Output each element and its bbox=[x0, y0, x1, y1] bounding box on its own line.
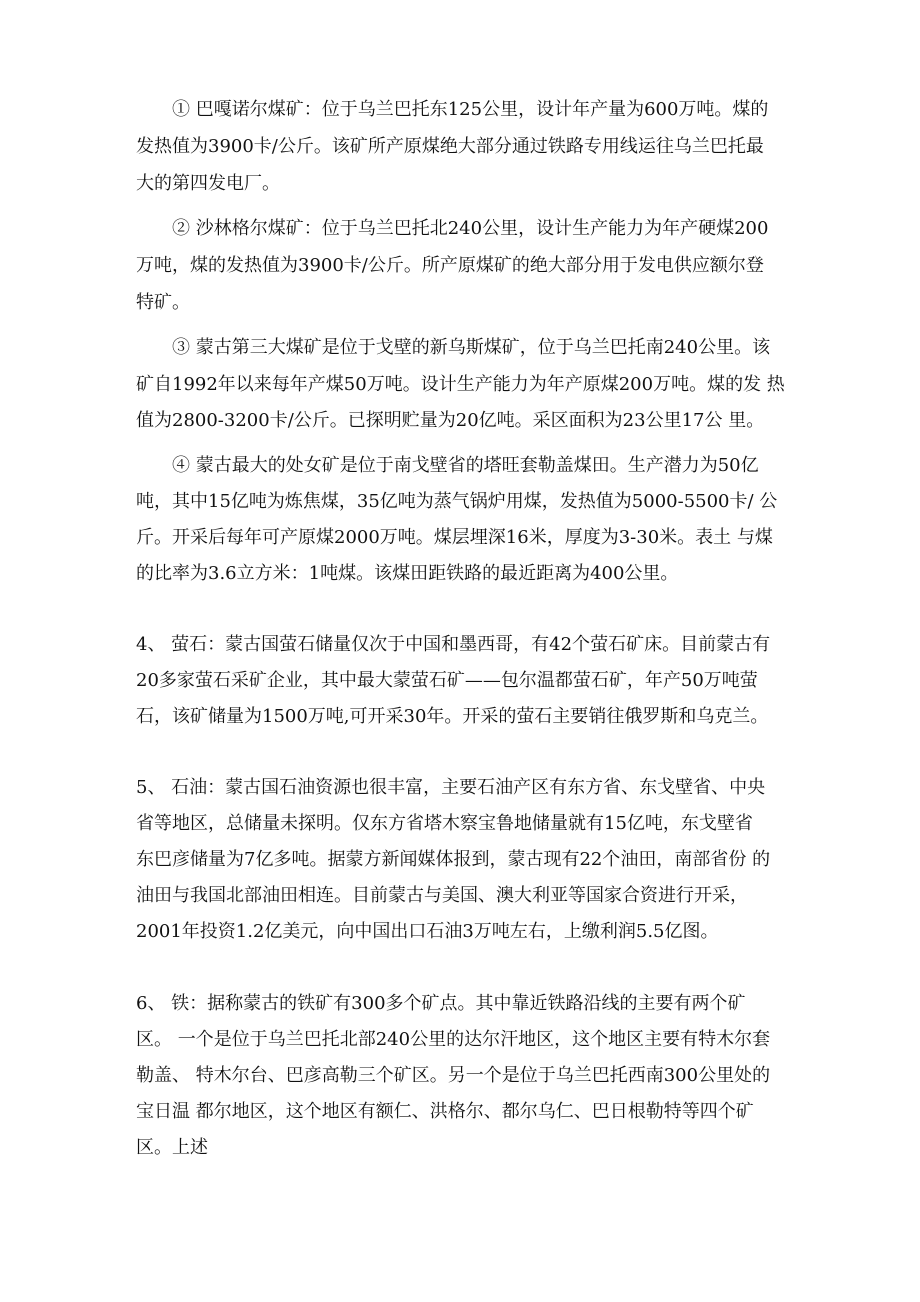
text-line: 石，该矿储量为1500万吨,可开采30年。开采的萤石主要销往俄罗斯和乌克兰。 bbox=[136, 706, 769, 727]
text-line: ② 沙林格尔煤矿：位于乌兰巴托北240公里，设计生产能力为年产硬煤200 bbox=[172, 218, 769, 239]
text-line: ① 巴嘎诺尔煤矿：位于乌兰巴托东125公里，设计年产量为600万吨。煤的 bbox=[172, 99, 769, 120]
text-line: 万吨，煤的发热值为3900卡/公斤。所产原煤矿的绝大部分用于发电供应额尔登 bbox=[136, 255, 764, 276]
text-line: 勒盖、 特木尔台、巴彦高勒三个矿区。另一个是位于乌兰巴托西南300公里处的 bbox=[136, 1065, 771, 1086]
text-line: 特矿。 bbox=[136, 292, 190, 313]
text-line: ④ 蒙古最大的处女矿是位于南戈壁省的塔旺套勒盖煤田。生产潜力为50亿 bbox=[172, 455, 759, 476]
text-line: 的比率为3.6立方米：1吨煤。该煤田距铁路的最近距离为400公里。 bbox=[136, 563, 679, 584]
text-line: 区。 一个是位于乌兰巴托北部240公里的达尔汗地区，这个地区主要有特木尔套 bbox=[136, 1029, 771, 1050]
text-line: 东巴彦储量为7亿多吨。据蒙方新闻媒体报到，蒙古现有22个油田，南部省份 的 bbox=[136, 849, 771, 870]
text-line: 油田与我国北部油田相连。目前蒙古与美国、澳大利亚等国家合资进行开采， bbox=[136, 885, 748, 906]
text-line: 6、 铁：据称蒙古的铁矿有300多个矿点。其中靠近铁路沿线的主要有两个矿 bbox=[136, 993, 746, 1014]
text-line: 20多家萤石采矿企业，其中最大蒙萤石矿——包尔温都萤石矿，年产50万吨萤 bbox=[136, 670, 758, 691]
text-line: 值为2800-3200卡/公斤。已探明贮量为20亿吨。采区面积为23公里17公 里。 bbox=[136, 410, 765, 431]
text-line: 区。上述 bbox=[136, 1137, 208, 1158]
text-line: 大的第四发电厂。 bbox=[136, 173, 280, 194]
text-line: 4、 萤石：蒙古国萤石储量仅次于中国和墨西哥，有42个萤石矿床。目前蒙古有 bbox=[136, 634, 771, 655]
text-line: 吨，其中15亿吨为炼焦煤，35亿吨为蒸气锅炉用煤，发热值为5000-5500卡/ 公 bbox=[136, 491, 778, 512]
text-line: 发热值为3900卡/公斤。该矿所产原煤绝大部分通过铁路专用线运往乌兰巴托最 bbox=[136, 136, 764, 157]
text-line: 省等地区，总储量未探明。仅东方省塔木察宝鲁地储量就有15亿吨，东戈壁省 bbox=[136, 813, 753, 834]
text-line: 5、 石油：蒙古国石油资源也很丰富，主要石油产区有东方省、东戈壁省、中央 bbox=[136, 777, 766, 798]
text-line: 矿自1992年以来每年产煤50万吨。设计生产能力为年产原煤200万吨。煤的发 热 bbox=[136, 374, 785, 395]
text-line: 2001年投资1.2亿美元，向中国出口石油3万吨左右，上缴利润5.5亿图。 bbox=[136, 921, 719, 942]
text-line: 宝日温 都尔地区，这个地区有额仁、洪格尔、都尔乌仁、巴日根勒特等四个矿 bbox=[136, 1101, 754, 1122]
text-line: 斤。开采后每年可产原煤2000万吨。煤层埋深16米，厚度为3-30米。表土 与煤 bbox=[136, 527, 773, 548]
text-line: ③ 蒙古第三大煤矿是位于戈壁的新乌斯煤矿，位于乌兰巴托南240公里。该 bbox=[172, 337, 771, 358]
